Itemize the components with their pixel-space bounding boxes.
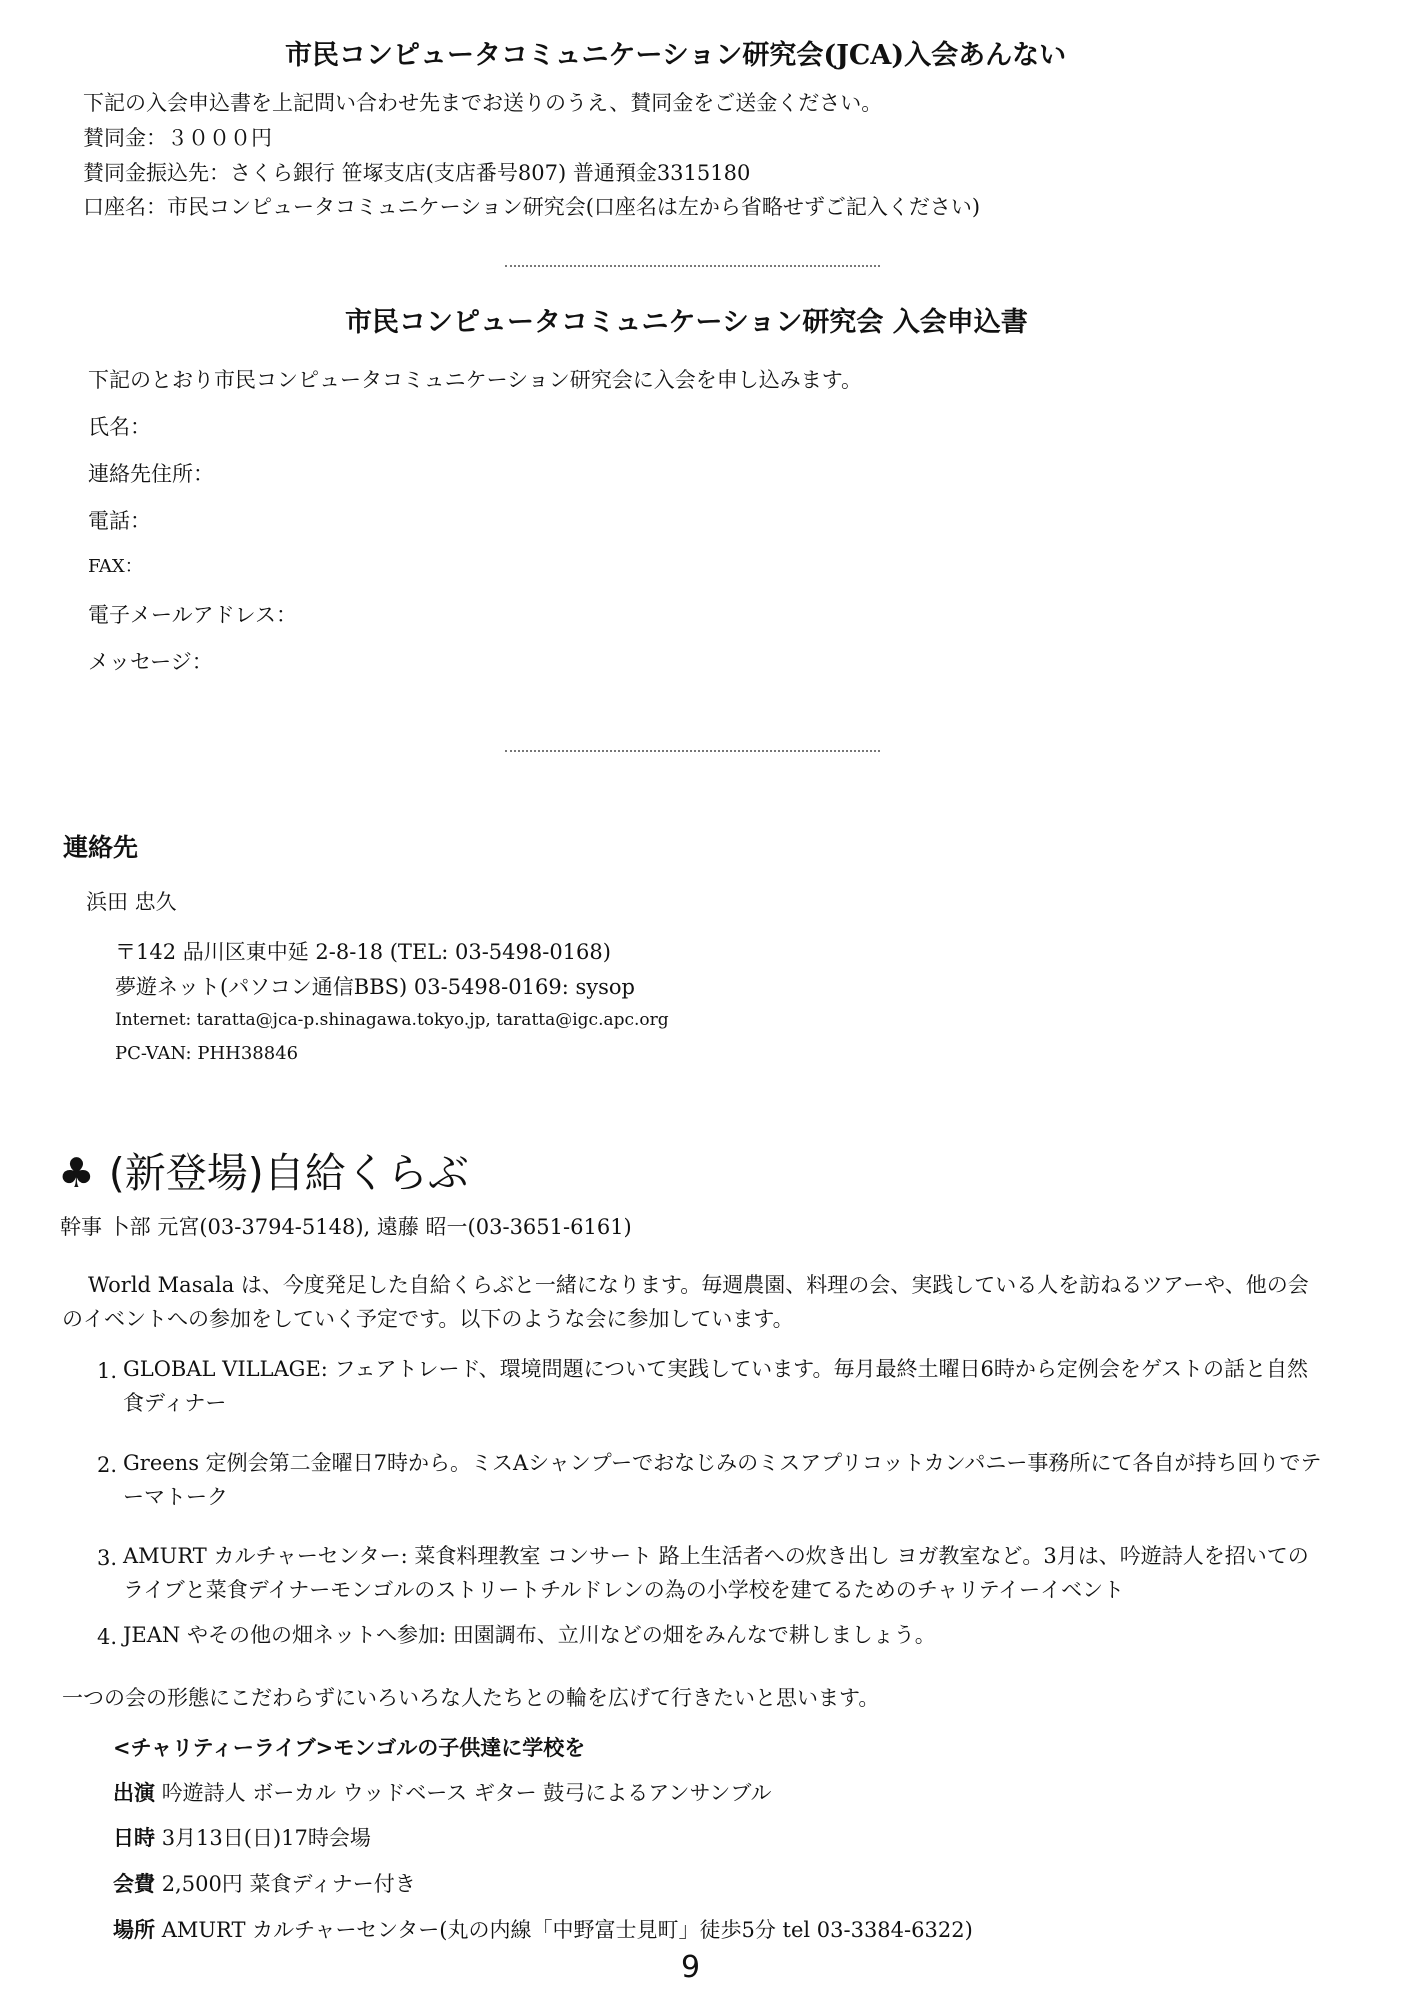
field-phone-label: 電話： (88, 509, 151, 533)
event-label-performers: 出演 (113, 1780, 155, 1805)
guide-line-4: 口座名：市民コンピュータコミュニケーション研究会(口座名は左から省略せずご記入ください) (83, 195, 981, 219)
separator-1 (505, 265, 880, 267)
contact-pcvan: PC-VAN: PHH38846 (115, 1043, 299, 1064)
field-fax-label: FAX： (88, 556, 143, 577)
item-3-number: 3. (97, 1546, 118, 1570)
contact-bbs: 夢遊ネット(パソコン通信BBS) 03-5498-0169: sysop (115, 975, 635, 999)
event-row-performers (113, 1780, 772, 1806)
field-name-label: 氏名： (88, 415, 151, 439)
form-intro: 下記のとおり市民コンピュータコミュニケーション研究会に入会を申し込みます。 (88, 368, 863, 392)
form-title: 市民コンピュータコミュニケーション研究会 入会申込書 (345, 307, 1028, 338)
event-row-fee (113, 1871, 416, 1897)
separator-2 (505, 750, 880, 752)
club-title: (新登場)自給くらぶ (108, 1149, 469, 1197)
event-value-venue: AMURT カルチャーセンター(丸の内線「中野富士見町」徒歩5分 tel 03-3384-6322) (161, 1918, 973, 1942)
contact-address: 〒142 品川区東中延 2-8-18 (TEL: 03-5498-0168) (115, 940, 611, 964)
item-4-number: 4. (97, 1625, 118, 1649)
club-heading (58, 1140, 469, 1199)
club-suit-icon: ♣ (58, 1149, 95, 1197)
item-1-number: 1. (97, 1359, 118, 1383)
event-row-venue (113, 1917, 973, 1943)
event-value-fee: 2,500円 菜食ディナー付き (161, 1872, 416, 1896)
event-title: <チャリティーライブ>モンゴルの子供達に学校を (113, 1735, 586, 1760)
guide-line-2: 賛同金：３０００円 (83, 126, 272, 150)
event-label-datetime: 日時 (113, 1825, 155, 1850)
guide-title: 市民コンピュータコミュニケーション研究会(JCA)入会あんない (285, 40, 1067, 71)
item-3-text: AMURT カルチャーセンター: 菜食料理教室 コンサート 路上生活者への炊き出し ヨガ教室など。3月は、吟遊詩人を招いてのライブと菜食デイナーモンゴルのストリートチルドレンの為の小学校を建てるためのチャリテイーイベント (123, 1544, 1309, 1602)
item-4-text: JEAN やその他の畑ネットへ参加: 田園調布、立川などの畑をみんなで耕しましょう。 (123, 1623, 936, 1647)
field-address-label: 連絡先住所： (88, 462, 214, 486)
contact-name: 浜田 忠久 (86, 890, 177, 914)
club-closing: 一つの会の形態にこだわらずにいろいろな人たちとの輪を広げて行きたいと思います。 (62, 1686, 880, 1710)
item-2-text: Greens 定例会第二金曜日7時から。ミスAシャンプーでおなじみのミスアプリコットカンパニー事務所にて各自が持ち回りでテーマトーク (123, 1451, 1322, 1509)
event-label-venue: 場所 (113, 1917, 155, 1942)
club-organizers: 幹事 卜部 元宮(03-3794-5148), 遠藤 昭一(03-3651-6161) (60, 1215, 632, 1239)
item-2-number: 2. (97, 1453, 118, 1477)
event-row-datetime (113, 1825, 371, 1851)
field-email-label: 電子メールアドレス： (88, 603, 297, 627)
item-1-text: GLOBAL VILLAGE: フェアトレード、環境問題について実践しています。毎月最終土曜日6時から定例会をゲストの話と自然食ディナー (123, 1357, 1309, 1415)
page-number: 9 (681, 1950, 701, 1985)
event-value-performers: 吟遊詩人 ボーカル ウッドベース ギター 鼓弓によるアンサンブル (161, 1781, 772, 1805)
guide-line-3: 賛同金振込先：さくら銀行 笹塚支店(支店番号807) 普通預金3315180 (83, 161, 751, 185)
contact-internet: Internet: taratta@jca-p.shinagawa.tokyo.jp, taratta@igc.apc.org (115, 1010, 669, 1030)
guide-line-1: 下記の入会申込書を上記問い合わせ先までお送りのうえ、賛同金をご送金ください。 (83, 91, 883, 115)
event-label-fee: 会費 (113, 1871, 155, 1896)
club-intro: World Masala は、今度発足した自給くらぶと一緒になります。毎週農園、料理の会、実践している人を訪ねるツアーや、他の会のイベントへの参加をしていく予定です。以下のような会に参加しています。 (62, 1273, 1309, 1331)
field-message-label: メッセージ： (88, 650, 213, 674)
event-value-datetime: 3月13日(日)17時会場 (161, 1826, 371, 1850)
contact-heading: 連絡先 (63, 833, 139, 862)
